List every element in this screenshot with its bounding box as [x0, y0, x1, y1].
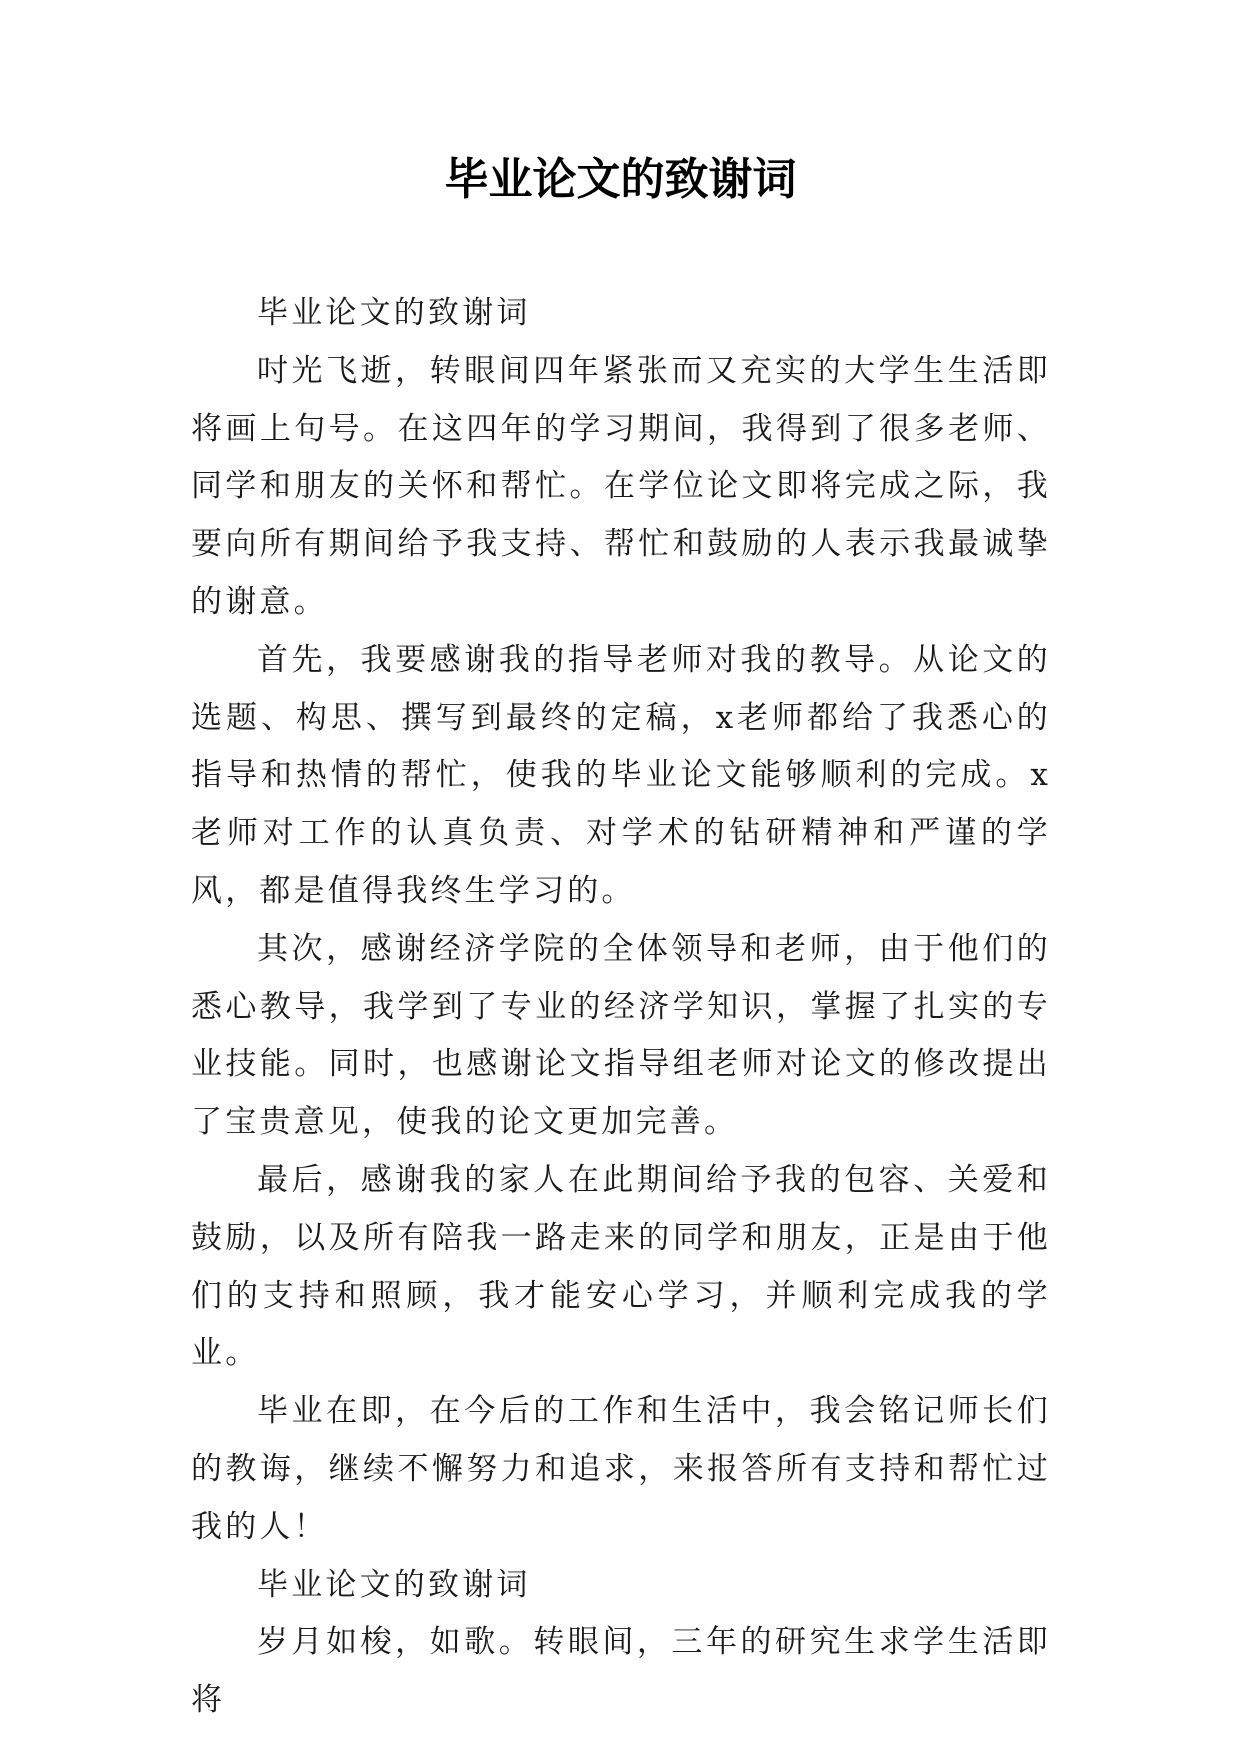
advisor-thanks-paragraph: 首先，我要感谢我的指导老师对我的教导。从论文的选题、构思、撰写到最终的定稿，x老师都给了我悉心的指导和热情的帮忙，使我的毕业论文能够顺利的完成。x老师对工作的认真负责、对学术的钻研精神和严谨的学风，都是值得我终生学习的。: [191, 641, 1051, 909]
intro-paragraph: 吋光飞逝，转眼间四年紧张而又充实的大学生生活即将画上句号。在这四年的学习期间，我得到了很多老师、同学和朋友的关怀和帮忙。在学位论文即将完成之际，我要向所有期间给予我支持、帮忙和鼓励的人表示我最诚挚的谢意。: [191, 352, 1051, 620]
second-subtitle-paragraph: 毕业论文的致谢词: [257, 1566, 531, 1603]
faculty-thanks-paragraph: 其次，感谢经济学院的全体领导和老师，由于他们的悉心教导，我学到了专业的经济学知识，掌握了扎实的专业技能。同时，也感谢论文指导组老师对论文的修改提出了宝贵意见，使我的论文更加完善。: [191, 930, 1051, 1141]
second-intro-paragraph: 岁月如梭，如歌。转眼间，三年的研究生求学生活即将: [191, 1624, 1051, 1719]
family-thanks-paragraph: 最后，感谢我的家人在此期间给予我的包容、关爱和鼓励，以及所有陪我一路走来的同学和朋友，正是由于他们的支持和照顾，我才能安心学习，并顺利完成我的学业。: [191, 1161, 1051, 1372]
document-body: [191, 285, 1051, 1730]
subtitle-paragraph: 毕业论文的致谢词: [257, 295, 531, 331]
closing-paragraph: 毕业在即，在今后的工作和生活中，我会铭记师长们的教诲，继续不懈努力和追求，来报答所有支持和帮忙过我的人！: [191, 1393, 1051, 1545]
document-title: 毕业论文的致谢词: [444, 154, 797, 205]
